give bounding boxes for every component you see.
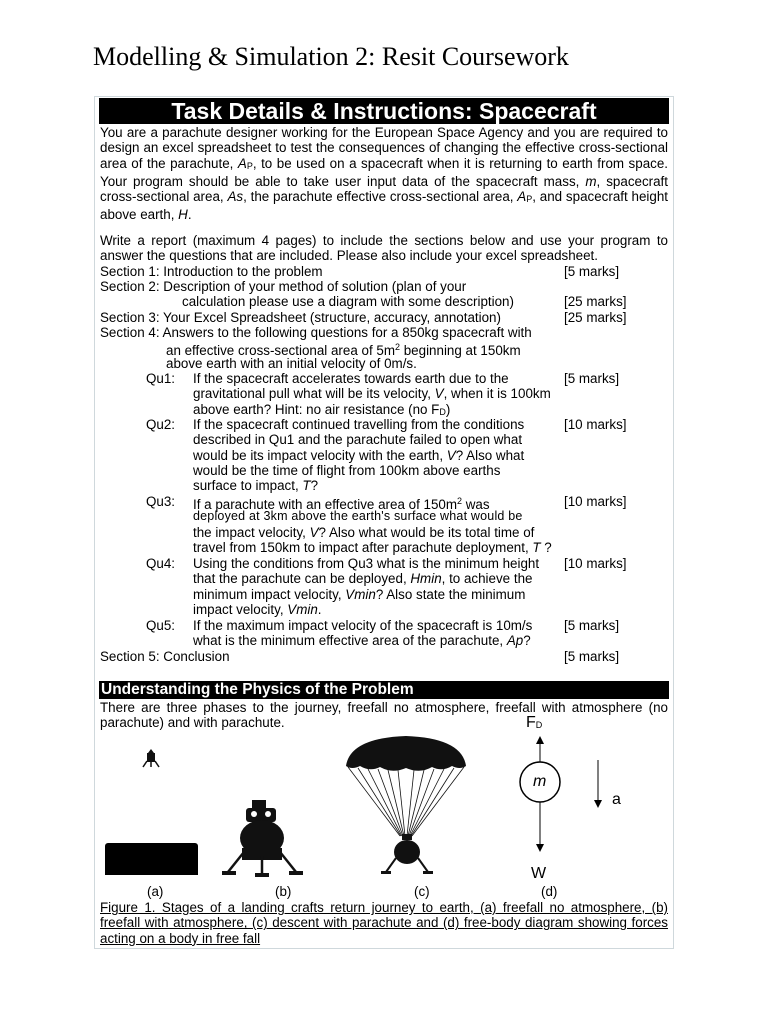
physics-paragraph: There are three phases to the journey, freefall no atmosphere, freefall with atmosphere (no parachute) and with parachute. [100,700,668,731]
physics-header: Understanding the Physics of the Problem [99,681,669,699]
section-3-marks: [25 marks] [564,310,627,325]
acceleration-label: a [612,791,621,808]
report-paragraph: Write a report (maximum 4 pages) to include the sections below and use your program to answer the questions that are included. Please also include your excel spreadsheet. [100,233,668,264]
section-4-line-1: Section 4: Answers to the following questions for a 850kg spacecraft with [100,325,532,340]
question-5-text: If the maximum impact velocity of the spacecraft is 10m/s what is the minimum effective area of the parachute, Ap? [193,618,533,649]
question-1-text: If the spacecraft accelerates towards earth due to the gravitational pull what will be its velocity, V, when it is 100km above earth? Hint: no air resistance (no FD) [193,371,551,417]
question-5-marks: [5 marks] [564,618,620,633]
section-2-line-2: calculation please use a diagram with some description) [182,294,514,309]
figure-label-a: (a) [147,884,164,899]
craft-freefall-space-image [140,748,162,770]
section-3: Section 3: Your Excel Spreadsheet (structure, accuracy, annotation) [100,310,501,325]
section-1: Section 1: Introduction to the problem [100,264,323,279]
section-4-line-2: an effective cross-sectional area of $5m^2$ beginning at 150km [166,342,521,358]
question-5-label: Qu5: [146,618,176,633]
question-2-text: If the spacecraft continued travelling from the conditions described in Qu1 and the parachute failed to open what would be its impact velocity with the earth, V? Also what would be the time of flight from 100km above earths surface to impact, T? [193,417,525,494]
question-4-label: Qu4: [146,556,176,571]
task-header: Task Details & Instructions: Spacecraft [99,98,669,124]
mass-label: m [533,773,547,790]
figure-label-c: (c) [414,884,430,899]
question-4-marks: [10 marks] [564,556,627,571]
free-body-diagram [500,732,630,872]
section-4-line-3: above earth with an initial velocity of 0m/s. [166,356,417,371]
drag-force-label: FD [526,714,543,731]
question-1-label: Qu1: [146,371,176,386]
question-3-text: If a parachute with an effective area of $150m^2$ was deployed at 3km above the earth's surface what would be the impact velocity, V? Also what would be its total time of travel from 150km to impact after parachute deployment, T ? [193,496,552,555]
intro-paragraph: You are a parachute designer working for the European Space Agency and you are required to design an excel spreadsheet to test the consequences of changing the effective cross-sectional area of the parachute, AP, to be used on a spacecraft when it is returning to earth from space. Your program should be able to take user input data of the spacecraft mass, m, spacecraft cross-sectional area, As, the parachute effective cross-sectional area, AP, and spacecraft height above earth, H. [100,125,669,223]
figure-caption: Figure 1. Stages of a landing crafts return journey to earth, (a) freefall no atmosphere, (b) freefall with atmosphere, (c) descent with parachute and (d) free-body diagram showing forces acting on a body in free fall [100,900,668,946]
parachute-descent-image [342,734,470,880]
figure-label-b: (b) [275,884,292,899]
section-2-marks: [25 marks] [564,294,627,309]
question-2-label: Qu2: [146,417,176,432]
document-title: Modelling & Simulation 2: Resit Coursework [93,42,569,71]
earth-surface-block [105,843,198,875]
question-2-marks: [10 marks] [564,417,627,432]
question-3-marks: [10 marks] [564,494,627,509]
section-1-marks: [5 marks] [564,264,620,279]
section-5-marks: [5 marks] [564,649,620,664]
figure-label-d: (d) [541,884,558,899]
section-2-line-1: Section 2: Description of your method of solution (plan of your [100,279,467,294]
weight-label: W [531,865,547,882]
lander-freefall-atmosphere-image [222,796,306,878]
question-1-marks: [5 marks] [564,371,620,386]
section-5: Section 5: Conclusion [100,649,230,664]
question-3-label: Qu3: [146,494,176,509]
question-4-text: Using the conditions from Qu3 what is the minimum height that the parachute can be deployed, Hmin, to achieve the minimum impact velocity, Vmin? Also state the minimum impact velocity, Vmin. [193,556,540,617]
